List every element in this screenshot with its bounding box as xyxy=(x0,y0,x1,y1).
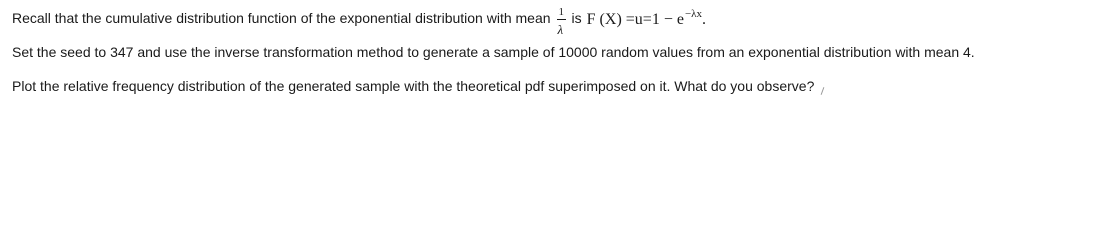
cdf-recall-text: Recall that the cumulative distribution function of the exponential distribution with mean xyxy=(12,10,551,26)
question-text-block xyxy=(0,0,1116,101)
cdf-formula-exponent: −λx xyxy=(684,8,702,20)
cdf-recall-line xyxy=(12,6,706,37)
cdf-formula-body: F (X) =u=1 − e xyxy=(586,11,684,28)
plot-instruction-line xyxy=(12,77,823,95)
fraction-bar xyxy=(557,19,566,20)
mean-fraction xyxy=(556,6,568,37)
text-cursor-mark xyxy=(821,87,825,95)
fraction-denominator: λ xyxy=(557,22,564,37)
cdf-formula xyxy=(586,8,706,30)
is-word: is xyxy=(571,10,582,26)
fraction-numerator: 1 xyxy=(558,6,565,18)
cdf-formula-period: . xyxy=(701,11,706,28)
seed-instruction-line xyxy=(12,43,975,61)
plot-instruction-text: Plot the relative frequency distribution of the generated sample with the theoretical pdf superimposed on it. What do you observe? xyxy=(12,78,815,94)
seed-instruction-text: Set the seed to 347 and use the inverse transformation method to generate a sample of 10000 random values from an exponential distribution with mean 4. xyxy=(12,44,975,60)
